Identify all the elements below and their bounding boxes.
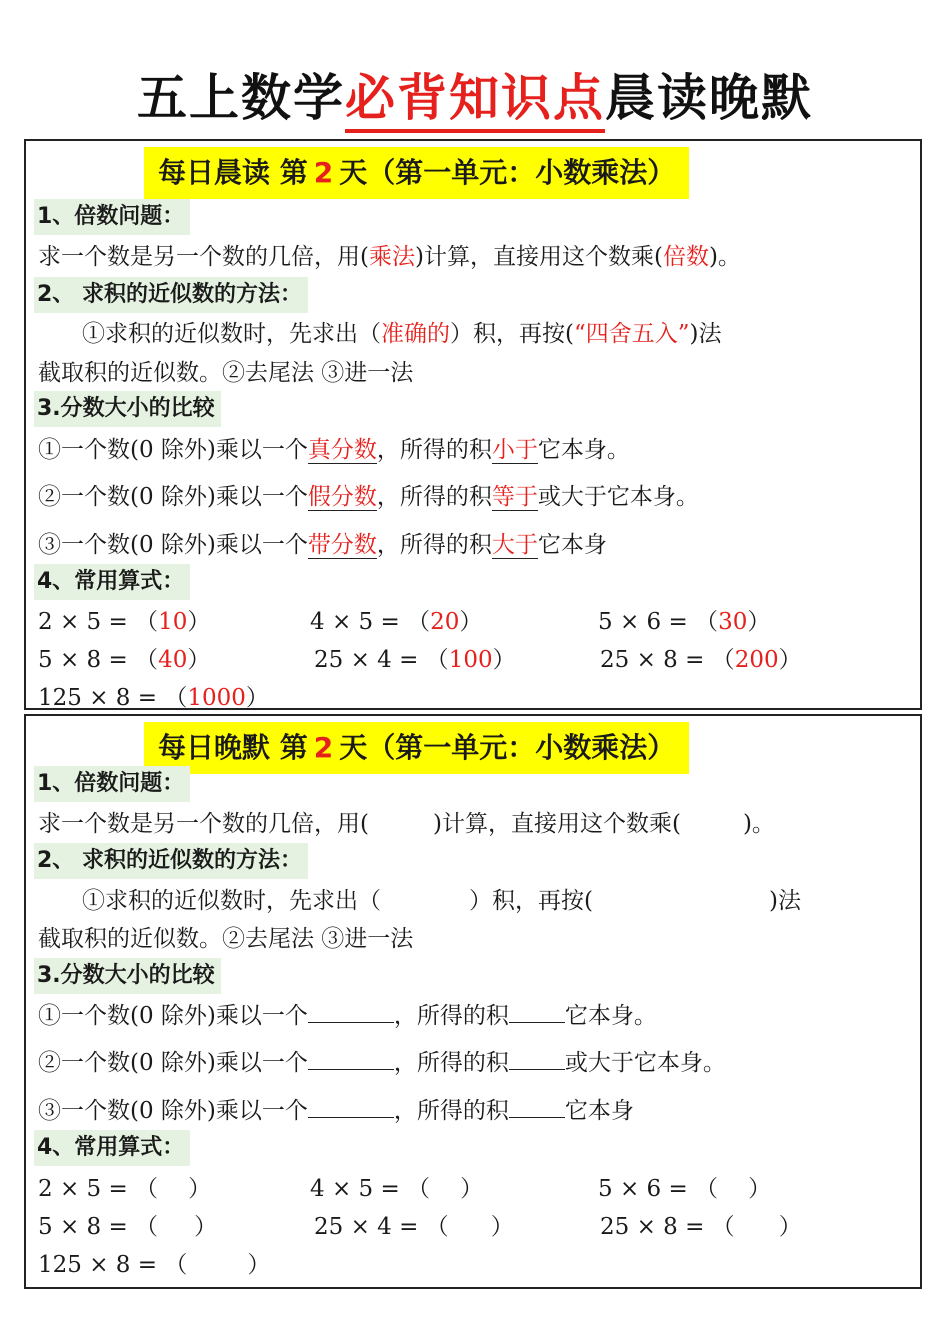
approx-rule: ①求积的近似数时，先求出（ ）积，再按( )法 <box>82 888 801 914</box>
answer-multiply: 乘法 <box>368 244 415 270</box>
blank-field[interactable] <box>308 1045 394 1070</box>
morning-day-title: 每日晨读 第 2 天（第一单元：小数乘法） <box>144 147 689 199</box>
multiple-rule: 求一个数是另一个数的几倍，用( )计算，直接用这个数乘( )。 <box>38 811 775 837</box>
calc-item: 5 × 8 = （40） <box>38 647 211 673</box>
approx-rule-line2: 截取积的近似数。②去尾法 ③进一法 <box>38 926 414 952</box>
blank-field[interactable] <box>509 1093 565 1118</box>
calc-item: 4 × 5 = （20） <box>310 609 483 635</box>
evening-recitation-panel <box>24 714 922 1289</box>
section-heading-approx: 2、 求积的近似数的方法： <box>34 843 308 879</box>
answer-rounding: “四舍五入” <box>573 321 690 347</box>
fraction-rule-2: ②一个数(0 除外)乘以一个 ，所得的积 或大于它本身。 <box>38 1044 726 1077</box>
day-number: 2 <box>313 156 334 189</box>
multiple-rule: 求一个数是另一个数的几倍，用(乘法)计算，直接用这个数乘(倍数)。 <box>38 244 741 270</box>
blank-field[interactable] <box>509 998 565 1023</box>
section-heading-multiple: 1、倍数问题： <box>34 199 190 235</box>
title-suffix: 晨读晚默 <box>605 69 813 127</box>
day-number: 2 <box>313 731 334 764</box>
calc-item: 5 × 6 = （ ） <box>598 1176 772 1202</box>
calc-item: 2 × 5 = （ ） <box>38 1176 212 1202</box>
section-heading-calc: 4、常用算式： <box>34 564 190 600</box>
blank-field[interactable] <box>509 1045 565 1070</box>
section-heading-multiple: 1、倍数问题： <box>34 766 190 802</box>
section-heading-fraction: 3.分数大小的比较 <box>34 958 221 994</box>
answer-exact: 准确的 <box>381 321 450 347</box>
calc-item: 2 × 5 = （10） <box>38 609 211 635</box>
section-heading-approx: 2、 求积的近似数的方法： <box>34 277 308 313</box>
calc-item: 5 × 8 = （ ） <box>38 1214 218 1240</box>
calc-item: 25 × 8 = （ ） <box>600 1214 802 1240</box>
page-title <box>0 58 950 130</box>
calc-item: 5 × 6 = （30） <box>598 609 771 635</box>
fraction-rule-1: ①一个数(0 除外)乘以一个真分数，所得的积小于它本身。 <box>38 437 630 463</box>
section-heading-fraction: 3.分数大小的比较 <box>34 391 221 427</box>
fraction-rule-3: ③一个数(0 除外)乘以一个 ，所得的积 它本身 <box>38 1092 634 1125</box>
answer-multiple: 倍数 <box>662 244 709 270</box>
evening-day-title: 每日晚默 第 2 天（第一单元：小数乘法） <box>144 722 689 774</box>
calc-item: 25 × 4 = （100） <box>314 647 516 673</box>
calc-item: 125 × 8 = （1000） <box>38 685 269 711</box>
blank-field[interactable] <box>308 998 394 1023</box>
title-highlight: 必背知识点 <box>345 69 605 133</box>
approx-rule: ①求积的近似数时，先求出（准确的）积，再按(“四舍五入”)法 <box>82 321 722 347</box>
calc-item: 4 × 5 = （ ） <box>310 1176 484 1202</box>
calc-item: 125 × 8 = （ ） <box>38 1252 271 1278</box>
morning-reading-panel <box>24 139 922 710</box>
calc-item: 25 × 8 = （200） <box>600 647 802 673</box>
title-prefix: 五上数学 <box>137 69 345 127</box>
fraction-rule-2: ②一个数(0 除外)乘以一个假分数，所得的积等于或大于它本身。 <box>38 484 699 510</box>
fraction-rule-1: ①一个数(0 除外)乘以一个 ，所得的积 它本身。 <box>38 997 657 1030</box>
blank-field[interactable] <box>308 1093 394 1118</box>
fraction-rule-3: ③一个数(0 除外)乘以一个带分数，所得的积大于它本身 <box>38 532 607 558</box>
approx-rule-line2: 截取积的近似数。②去尾法 ③进一法 <box>38 360 414 386</box>
section-heading-calc: 4、常用算式： <box>34 1130 190 1166</box>
calc-item: 25 × 4 = （ ） <box>314 1214 514 1240</box>
